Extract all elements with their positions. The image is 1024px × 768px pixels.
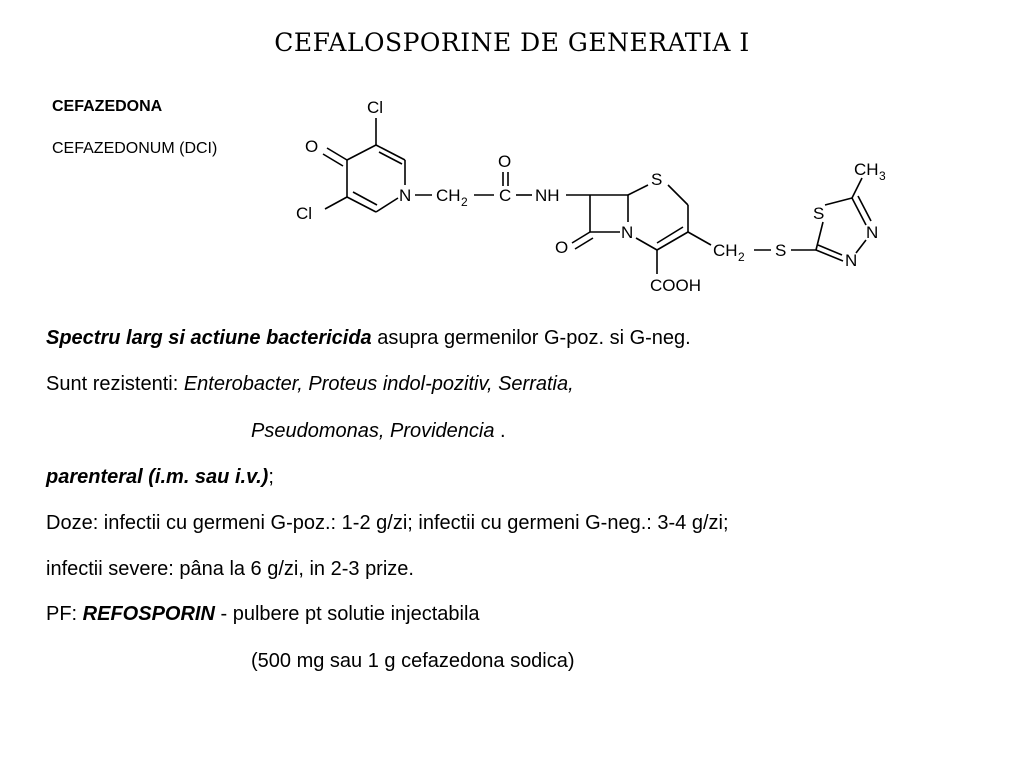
atom-label: NH — [535, 186, 560, 205]
dose-line-2: infectii severe: pâna la 6 g/zi, in 2-3 prize. — [46, 558, 414, 580]
atom-label: N — [845, 251, 858, 270]
route-end: ; — [268, 466, 274, 488]
resistance-list-continued: Pseudomonas, Providencia — [251, 420, 495, 442]
atom-label: C — [499, 186, 512, 205]
resistance-line-2 — [251, 420, 506, 443]
route-text: parenteral (i.m. sau i.v.) — [46, 466, 269, 488]
page-title: CEFALOSPORINE DE GENERATIA I — [274, 28, 750, 57]
atom-subscript: 2 — [738, 250, 745, 264]
dose-line: Doze: infectii cu germeni G-poz.: 1-2 g/zi; infectii cu germeni G-neg.: 3-4 g/zi; — [46, 512, 729, 534]
atom-label: CH — [713, 241, 738, 260]
route-line — [46, 466, 274, 489]
atom-label: Cl — [296, 204, 313, 223]
atom-label: N — [621, 223, 634, 242]
spectrum-rest: asupra germenilor G-poz. si G-neg. — [371, 327, 691, 349]
atom-label: O — [498, 152, 512, 171]
atom-label: O — [305, 137, 319, 156]
resistance-label: Sunt rezistenti: — [46, 373, 184, 395]
atom-subscript: 2 — [461, 195, 468, 209]
spectrum-bold: Spectru larg si actiune bactericida — [46, 327, 372, 349]
atom-label: S — [775, 241, 787, 260]
spectrum-line — [46, 327, 691, 350]
drug-dci-name: CEFAZEDONUM (DCI) — [52, 140, 218, 157]
chemical-structure — [0, 0, 1024, 320]
atom-label: CH — [854, 160, 879, 179]
atom-label: O — [555, 238, 569, 257]
atom-label: CH — [436, 186, 461, 205]
resistance-line — [46, 373, 574, 396]
resistance-end: . — [494, 420, 506, 442]
pf-brand-name: REFOSPORIN — [82, 603, 215, 625]
drug-name: CEFAZEDONA — [52, 98, 163, 115]
atom-label: S — [813, 204, 825, 223]
pf-detail: (500 mg sau 1 g cefazedona sodica) — [251, 650, 575, 672]
atom-label: N — [866, 223, 879, 242]
pf-line — [46, 603, 480, 626]
pf-label: PF: — [46, 603, 83, 625]
atom-label: Cl — [367, 98, 384, 117]
resistance-list: Enterobacter, Proteus indol-pozitiv, Serratia, — [183, 373, 574, 395]
atom-label: S — [651, 170, 663, 189]
atom-subscript: 3 — [879, 169, 886, 183]
atom-label: COOH — [650, 276, 701, 295]
atom-label: N — [399, 186, 412, 205]
pf-description: - pulbere pt solutie injectabila — [214, 603, 480, 625]
